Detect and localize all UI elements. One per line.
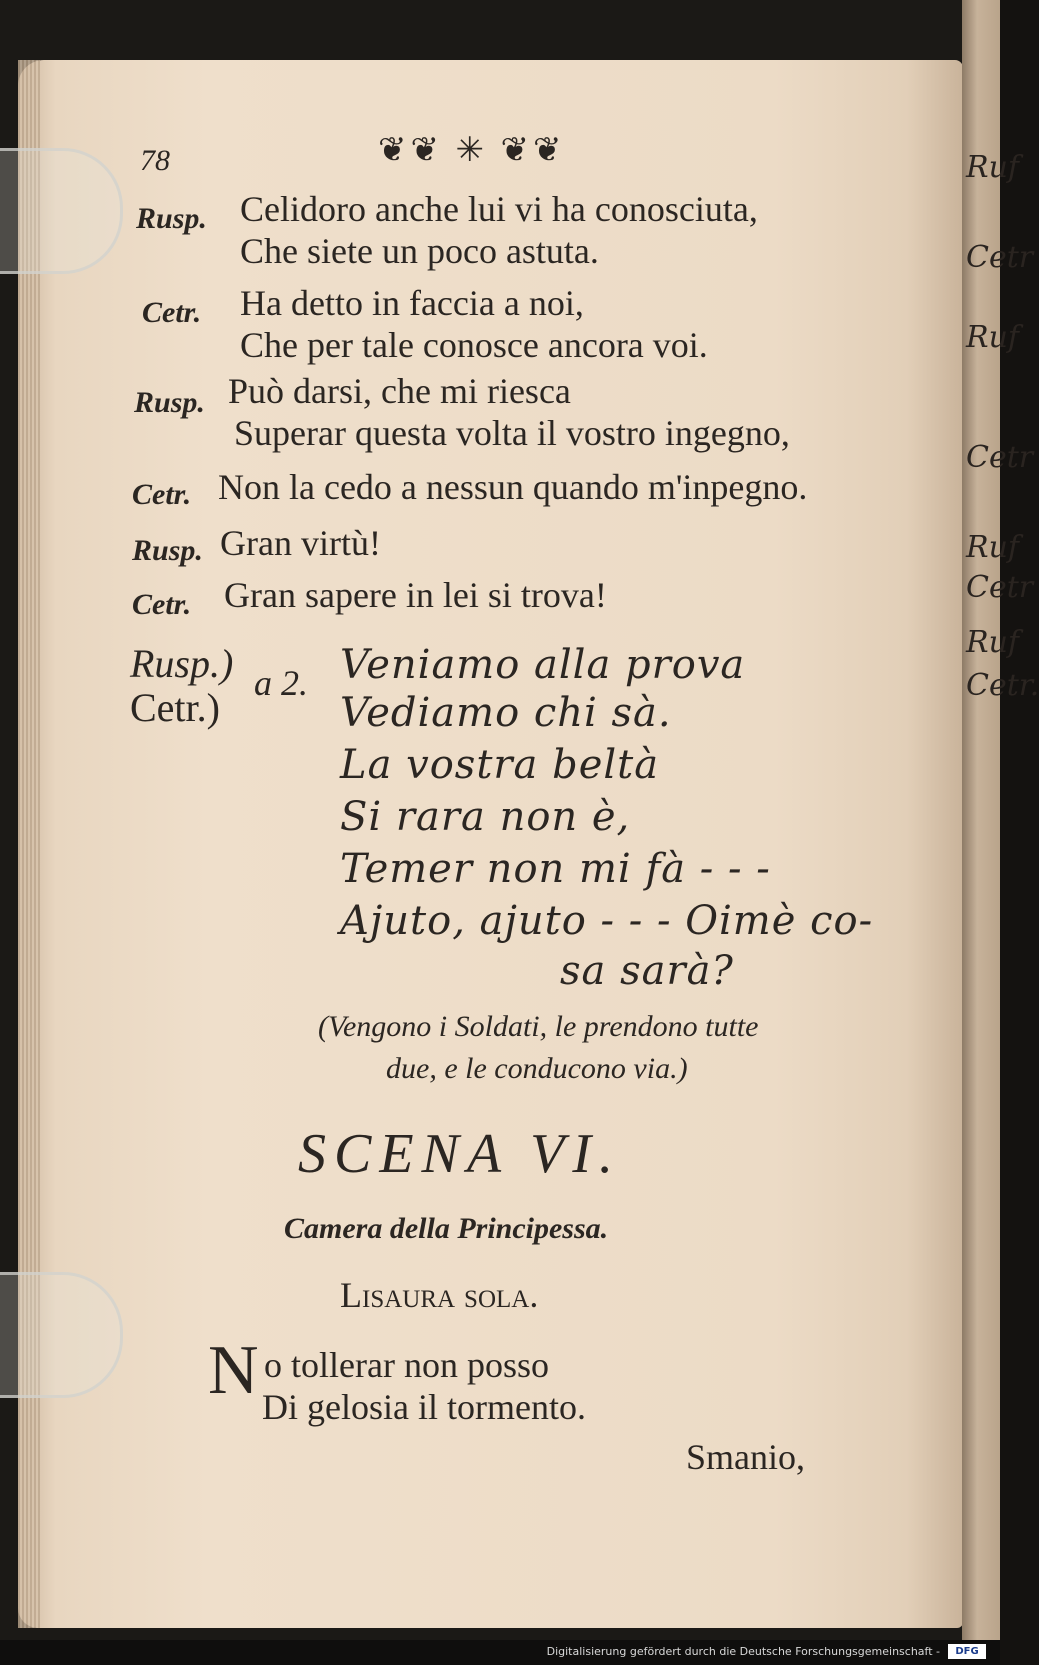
dfg-logo: DFG xyxy=(948,1644,986,1659)
page-clip xyxy=(0,148,123,274)
page-clip xyxy=(0,1272,123,1398)
duet-line: Veniamo alla prova xyxy=(340,642,746,688)
verse-line: o tollerar non posso xyxy=(264,1345,549,1385)
next-page-edge xyxy=(962,0,1039,1640)
next-page-fragment: Ruf xyxy=(966,150,1020,185)
header-ornament: ❦❦ ✳ ❦❦ xyxy=(378,132,566,169)
verse-line: Che siete un poco astuta. xyxy=(240,231,599,271)
verse-line: Può darsi, che mi riesca xyxy=(228,371,571,411)
catchword: Smanio, xyxy=(686,1437,806,1477)
speaker-label: Cetr. xyxy=(132,478,192,511)
verse-line: Che per tale conosce ancora voi. xyxy=(240,325,708,365)
scene-title: SCENA VI. xyxy=(298,1123,621,1185)
duet-line: Ajuto, ajuto - - - Oimè co- xyxy=(340,898,874,944)
verse-line: Superar questa volta il vostro ingegno, xyxy=(234,413,790,453)
duet-speaker: Rusp.) xyxy=(130,641,234,686)
page-number: 78 xyxy=(140,144,170,177)
duet-line: Si rara non è, xyxy=(340,794,631,840)
next-page-fragment: Cetr xyxy=(966,440,1034,475)
duet-line: La vostra beltà xyxy=(340,742,660,788)
verse-line: Gran virtù! xyxy=(220,523,381,563)
next-page-fragment: Cetr xyxy=(966,240,1034,275)
next-page-fragment: Ruf xyxy=(966,530,1020,565)
stage-direction: due, e le conducono via.) xyxy=(386,1052,688,1085)
verse-line: Non la cedo a nessun quando m'inpegno. xyxy=(218,467,808,507)
duet-marker: a 2. xyxy=(254,663,308,703)
next-page-fragment: Cetr. xyxy=(966,668,1039,703)
verse-line: Gran sapere in lei si trova! xyxy=(224,575,607,615)
verse-line: Ha detto in faccia a noi, xyxy=(240,283,584,323)
scene-character: Lisaura sola. xyxy=(340,1275,539,1315)
duet-line: sa sarà? xyxy=(560,948,734,994)
footer-credit: Digitalisierung gefördert durch die Deutsche Forschungsgemeinschaft - xyxy=(546,1645,940,1658)
speaker-label: Rusp. xyxy=(134,386,205,419)
duet-line: Temer non mi fà - - - xyxy=(340,846,771,892)
next-page-fragment: Cetr xyxy=(966,570,1034,605)
next-page-fragment: Ruf xyxy=(966,320,1020,355)
duet-line: Vediamo chi sà. xyxy=(340,690,672,736)
book-page xyxy=(18,60,963,1628)
verse-line: Celidoro anche lui vi ha conosciuta, xyxy=(240,189,758,229)
next-page-fragment: Ruf xyxy=(966,625,1020,660)
speaker-label: Rusp. xyxy=(136,202,207,235)
stage-direction: (Vengono i Soldati, le prendono tutte xyxy=(318,1010,759,1043)
speaker-label: Cetr. xyxy=(142,296,202,329)
speaker-label: Cetr. xyxy=(132,588,192,621)
verse-line: Di gelosia il tormento. xyxy=(262,1387,586,1427)
speaker-label: Rusp. xyxy=(132,534,203,567)
scene-location: Camera della Principessa. xyxy=(284,1212,609,1245)
duet-speaker: Cetr.) xyxy=(130,685,220,730)
drop-cap: N xyxy=(208,1332,259,1409)
